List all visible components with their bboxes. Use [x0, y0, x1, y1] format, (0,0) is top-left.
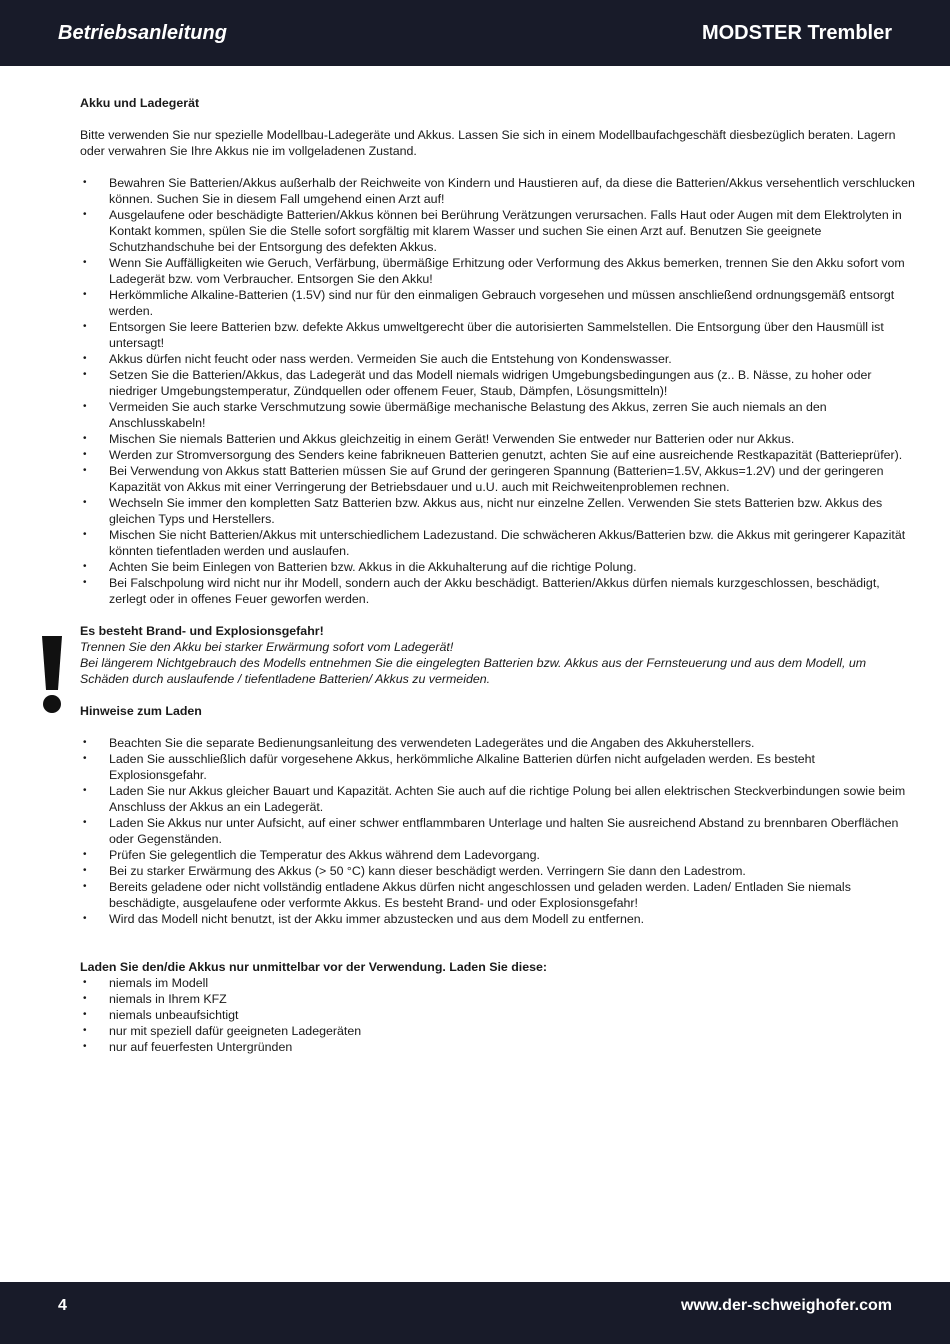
list-item: • Bei Falschpolung wird nicht nur ihr Modell, sondern auch der Akku beschädigt. Batterien/Akkus dürfen niemals kurzgeschlossen, beschädigt, zerlegt oder in offenes Feuer geworfen werden.: [80, 575, 916, 607]
website-url: www.der-schweighofer.com: [680, 1297, 892, 1314]
charge-location-list: [80, 975, 916, 1055]
list-item: • Setzen Sie die Batterien/Akkus, das Ladegerät und das Modell niemals widrigen Umgebungsbedingungen aus (z.. B. Nässe, zu hoher oder niedriger Umgebungstemperatur, Zündquellen oder offenem Feuer, Staub, Dämpfen, Lösungsmitteln)!: [80, 367, 916, 399]
section-heading-akku: Akku und Ladegerät: [80, 96, 200, 110]
list-item: • Laden Sie ausschließlich dafür vorgesehene Akkus, herkömmliche Alkaline Batterien dürfen nicht aufgeladen werden. Es besteht Explosionsgefahr.: [80, 751, 916, 783]
warning-line-2: Bei längerem Nichtgebrauch des Modells entnehmen Sie die eingelegten Batterien bzw. Akkus aus der Fernsteuerung und aus dem Modell, um Schäden durch auslaufende / tiefentladene Batterien/ Akkus zu vermeiden.: [80, 656, 867, 686]
page-header: [0, 0, 950, 66]
list-item: • Achten Sie beim Einlegen von Batterien bzw. Akkus in die Akkuhalterung auf die richtige Polung.: [80, 559, 916, 575]
list-item: • Entsorgen Sie leere Batterien bzw. defekte Akkus umweltgerecht über die autorisierten Sammelstellen. Die Entsorgung über den Hausmüll ist untersagt!: [80, 319, 916, 351]
warning-heading: Es besteht Brand- und Explosionsgefahr!: [80, 624, 324, 638]
header-product-name: MODSTER Trembler: [701, 22, 892, 44]
list-item: • Mischen Sie niemals Batterien und Akkus gleichzeitig in einem Gerät! Verwenden Sie entweder nur Batterien oder nur Akkus.: [80, 431, 916, 447]
exclamation-warning-icon: [38, 636, 66, 714]
list-item: • Werden zur Stromversorgung des Senders keine fabrikneuen Batterien genutzt, achten Sie auf eine ausreichende Restkapazität (Batterieprüfer).: [80, 447, 916, 463]
list-item: • Ausgelaufene oder beschädigte Batterien/Akkus können bei Berührung Verätzungen verursachen. Falls Haut oder Augen mit dem Elektrolyten in Kontakt kommen, spülen Sie die Stelle sofort sorgfältig mit klarem Wasser und suchen Sie einen Arzt auf. Benutzen Sie geeignete Schutzhandschuhe bei der Entsorgung des defekten Akkus.: [80, 207, 916, 255]
list-item: • Akkus dürfen nicht feucht oder nass werden. Vermeiden Sie auch die Entstehung von Kondenswasser.: [80, 351, 916, 367]
list-item: • Wird das Modell nicht benutzt, ist der Akku immer abzustecken und aus dem Modell zu entfernen.: [80, 911, 916, 927]
list-item: • niemals im Modell: [80, 975, 916, 991]
list-item: • Wechseln Sie immer den kompletten Satz Batterien bzw. Akkus aus, nicht nur einzelne Zellen. Verwenden Sie stets Batterien bzw. Akkus des gleichen Typs und Herstellers.: [80, 495, 916, 527]
list-item: • Prüfen Sie gelegentlich die Temperatur des Akkus während dem Ladevorgang.: [80, 847, 916, 863]
list-item: • Bereits geladene oder nicht vollständig entladene Akkus dürfen nicht angeschlossen und geladen werden. Laden/ Entladen Sie niemals beschädigte, ausgelaufene oder verformte Akkus. Es besteht Brand- und oder Explosionsgefahr!: [80, 879, 916, 911]
section-heading-charge-where: Laden Sie den/die Akkus nur unmittelbar vor der Verwendung. Laden Sie diese:: [80, 960, 548, 974]
list-item: • Bei zu starker Erwärmung des Akkus (> 50 °C) kann dieser beschädigt werden. Verringern Sie dann den Ladestrom.: [80, 863, 916, 879]
list-item: • Laden Sie Akkus nur unter Aufsicht, auf einer schwer entflammbaren Unterlage und halten Sie ausreichend Abstand zu brennbaren Oberflächen oder Gegenständen.: [80, 815, 916, 847]
list-item: • Wenn Sie Auffälligkeiten wie Geruch, Verfärbung, übermäßige Erhitzung oder Verformung des Akkus bemerken, trennen Sie den Akku sofort vom Ladegerät bzw. vom Verbraucher. Entsorgen Sie den Akku!: [80, 255, 916, 287]
list-item: • niemals unbeaufsichtigt: [80, 1007, 916, 1023]
list-item: • Beachten Sie die separate Bedienungsanleitung des verwendeten Ladegerätes und die Angaben des Akkuherstellers.: [80, 735, 916, 751]
warning-line-1: Trennen Sie den Akku bei starker Erwärmung sofort vom Ladegerät!: [80, 640, 454, 654]
list-item: • Bei Verwendung von Akkus statt Batterien müssen Sie auf Grund der geringeren Spannung (Batterien=1.5V, Akkus=1.2V) und der geringeren Kapazität von Akkus mit einer Verringerung der Betriebsdauer und u.U. auch mit Reichweitenproblemen rechnen.: [80, 463, 916, 495]
page-number: 4: [58, 1297, 67, 1314]
section-heading-laden: Hinweise zum Laden: [80, 704, 202, 718]
charging-notes-list: [80, 735, 916, 927]
list-item: • Mischen Sie nicht Batterien/Akkus mit unterschiedlichem Ladezustand. Die schwächeren Akkus/Batterien bzw. die Akkus mit geringerer Kapazität könnten tiefentladen werden und auslaufen.: [80, 527, 916, 559]
list-item: • nur mit speziell dafür geeigneten Ladegeräten: [80, 1023, 916, 1039]
header-title: Betriebsanleitung: [58, 22, 227, 44]
intro-paragraph: Bitte verwenden Sie nur spezielle Modellbau-Ladegeräte und Akkus. Lassen Sie sich in einem Modellbaufachgeschäft diesbezüglich beraten. Lagern oder verwahren Sie Ihre Akkus nie im vollgeladenen Zustand.: [80, 128, 896, 158]
document-body: [80, 95, 916, 1055]
page-footer: [0, 1282, 950, 1344]
list-item: • Herkömmliche Alkaline-Batterien (1.5V) sind nur für den einmaligen Gebrauch vorgesehen und müssen anschließend ordnungsgemäß entsorgt werden.: [80, 287, 916, 319]
list-item: • nur auf feuerfesten Untergründen: [80, 1039, 916, 1055]
list-item: • niemals in Ihrem KFZ: [80, 991, 916, 1007]
list-item: • Vermeiden Sie auch starke Verschmutzung sowie übermäßige mechanische Belastung des Akkus, zerren Sie auch niemals an den Anschlusskabeln!: [80, 399, 916, 431]
battery-safety-list: [80, 175, 916, 607]
list-item: • Bewahren Sie Batterien/Akkus außerhalb der Reichweite von Kindern und Haustieren auf, da diese die Batterien/Akkus versehentlich verschlucken können. Suchen Sie in diesem Fall umgehend einen Arzt auf!: [80, 175, 916, 207]
list-item: • Laden Sie nur Akkus gleicher Bauart und Kapazität. Achten Sie auch auf die richtige Polung bei allen elektrischen Steckverbindungen sowie beim Anschluss der Akkus an ein Ladegerät.: [80, 783, 916, 815]
